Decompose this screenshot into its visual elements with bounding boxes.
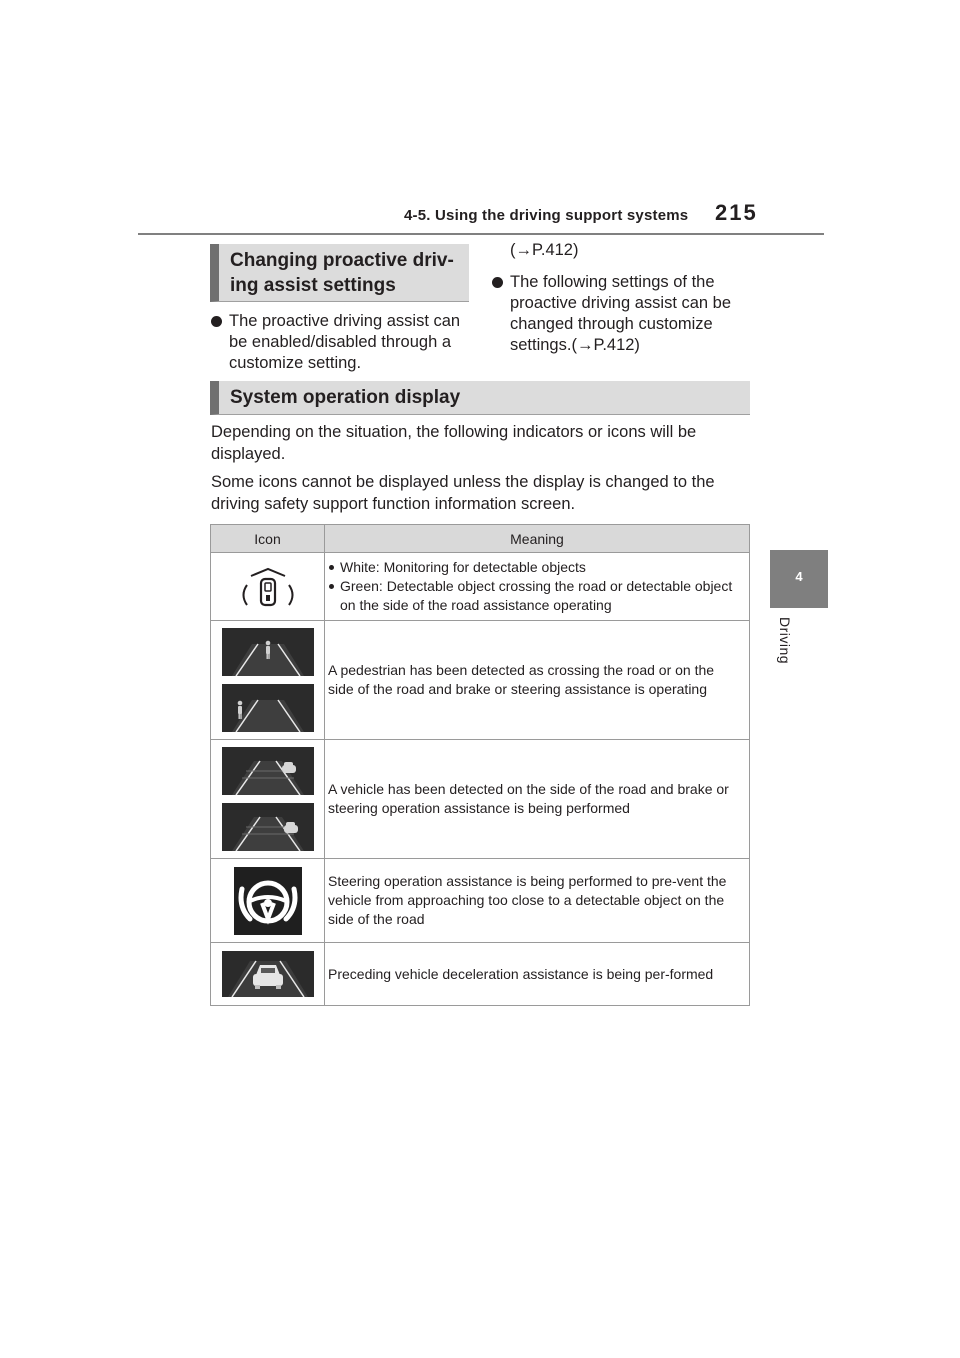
- table-cell-meaning: [325, 553, 750, 621]
- table-cell-icon: [211, 553, 325, 621]
- table-row: [211, 553, 750, 621]
- table-row: [211, 943, 750, 1006]
- page-number: 215: [715, 200, 758, 225]
- table-cell-meaning: A vehicle has been detected on the side of the road and brake or steering operation assistance is being performed: [325, 740, 750, 859]
- bullet-customize-settings: [492, 272, 754, 356]
- table-row: [211, 740, 750, 859]
- column-header-icon: Icon: [211, 525, 325, 553]
- list-item: Green: Detectable object crossing the road or detectable object on the side of the road assistance operating: [328, 577, 743, 615]
- table-row: [211, 621, 750, 740]
- bullet-dot: [492, 277, 503, 288]
- table-cell-icon: [211, 943, 325, 1006]
- table-cell-icon: [211, 740, 325, 859]
- table-cell-icon: [211, 621, 325, 740]
- icon-meaning-table: [210, 524, 750, 1006]
- paragraph-indicators: Depending on the situation, the following indicators or icons will be displayed.: [211, 423, 697, 463]
- table-cell-meaning: Preceding vehicle deceleration assistance is being per-formed: [325, 943, 750, 1006]
- table-header-row: [211, 525, 750, 553]
- chapter-tab-number: 4: [795, 569, 803, 584]
- detectable-object-icon: [211, 565, 324, 609]
- bullet-text: The proactive driving assist can be enabled/disabled through a customize setting.: [229, 312, 461, 372]
- section-heading-proactive-settings: Changing proactive driv- ing assist settings: [210, 244, 469, 302]
- paragraph-display-note: Some icons cannot be displayed unless the display is changed to the driving safety support function information screen.: [211, 473, 715, 513]
- list-item: White: Monitoring for detectable objects: [328, 558, 743, 577]
- table-row: [211, 859, 750, 943]
- pedestrian-detected-icon: [211, 628, 324, 732]
- column-header-meaning: Meaning: [325, 525, 750, 553]
- table-cell-icon: [211, 859, 325, 943]
- section-heading-operation-display: System operation display: [210, 381, 750, 415]
- table-cell-meaning: Steering operation assistance is being performed to pre-vent the vehicle from approaching too close to a detectable object on the side of the road: [325, 859, 750, 943]
- table-cell-meaning: A pedestrian has been detected as crossing the road or on the side of the road and brake or steering assistance is operating: [325, 621, 750, 740]
- bullet-dot: [211, 316, 222, 327]
- page-reference-continuation[interactable]: (→P.412): [510, 241, 579, 259]
- vehicle-side-detected-icon: [211, 747, 324, 851]
- preceding-vehicle-icon: [211, 951, 324, 997]
- chapter-tab-label: Driving: [777, 617, 793, 665]
- steering-assist-icon: [211, 867, 324, 935]
- header-rule: [138, 233, 824, 235]
- bullet-enable-disable: [211, 311, 461, 374]
- bullet-text: The following settings of the proactive driving assist can be changed through customize settings.(→P.412): [510, 273, 732, 354]
- running-header-section: 4-5. Using the driving support systems: [404, 207, 689, 224]
